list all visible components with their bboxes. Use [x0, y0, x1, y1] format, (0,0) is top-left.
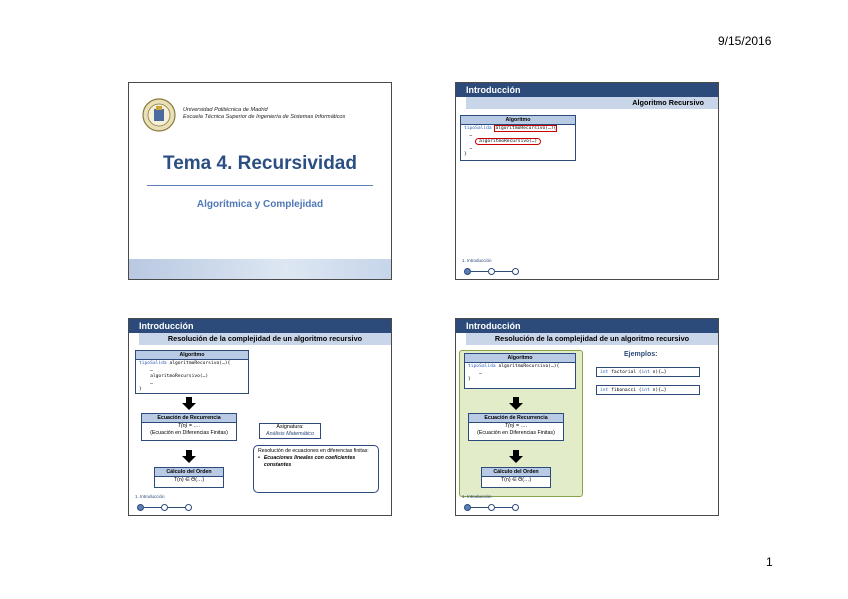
code-line: … [469, 132, 473, 138]
code-line: … [469, 145, 473, 151]
section-nav [464, 267, 519, 276]
code-close: } [468, 377, 471, 382]
nav-dot[interactable] [464, 504, 471, 511]
university-crest-icon [141, 97, 177, 133]
code-close: } [464, 152, 467, 157]
nav-line [471, 271, 488, 272]
algorithm-box [464, 353, 576, 389]
code-line: … [150, 380, 153, 386]
algorithm-code [461, 125, 575, 160]
code-params: n){…} [652, 388, 667, 393]
code-recursive-call: algoritmoRecursivo(…) [150, 374, 209, 379]
slide-title: Tema 4. Recursividad [163, 153, 357, 174]
algorithm-code [465, 363, 575, 385]
recurrence-note: (Ecuación en Diferencias Finitas) [150, 430, 228, 436]
algorithm-box [460, 115, 576, 161]
algorithm-box-title: Algoritmo [136, 351, 248, 360]
algorithm-box-title: Algoritmo [465, 354, 575, 363]
code-keyword: int [641, 370, 650, 375]
slide-footer: 1. Introducción [462, 258, 492, 263]
slide-subtitle: Algorítmica y Complejidad [196, 199, 324, 210]
slide-subheader: Resolución de la complejidad de un algoritmo recursivo [466, 333, 718, 345]
nav-line [495, 507, 512, 508]
example-factorial [596, 367, 700, 377]
algorithm-box-title: Algoritmo [461, 116, 575, 125]
examples-title: Ejemplos: [624, 351, 658, 358]
order-box [154, 467, 224, 488]
callout-bullet-text: Ecuaciones lineales con coeficientes constantes [263, 454, 356, 468]
university-name [183, 107, 345, 121]
nav-dot[interactable] [488, 504, 495, 511]
code-keyword: int [641, 388, 650, 393]
page-date: 9/15/2016 [718, 34, 772, 48]
slide-4-thumbnail[interactable] [455, 318, 719, 516]
title-divider [147, 185, 373, 186]
recurrence-box [141, 413, 237, 441]
code-keyword: int [600, 388, 609, 393]
order-box-title: Cálculo del Orden [155, 468, 223, 477]
university-line-2: Escuela Técnica Superior de Ingeniería de Sistemas Informáticos [183, 114, 346, 120]
nav-line [495, 271, 512, 272]
example-fibonacci [596, 385, 700, 395]
recurrence-equation: T(n) = …. [504, 423, 528, 429]
code-function: factorial ( [611, 370, 642, 375]
nav-line [144, 507, 161, 508]
code-signature: algoritmoRecursivo(…){ [498, 364, 560, 369]
university-line-1: Universidad Politécnica de Madrid [183, 107, 268, 113]
callout-text: Resolución de ecuaciones en diferencias finitas: [258, 448, 369, 454]
code-close: } [139, 387, 142, 392]
callout-bullet: • Ecuaciones lineales con coeficientes constantes [258, 455, 374, 469]
slide-2-thumbnail[interactable] [455, 82, 719, 280]
nav-dot[interactable] [512, 504, 519, 511]
code-signature: algoritmoRecursivo(…){ [169, 361, 231, 366]
nav-line [471, 507, 488, 508]
recurrence-equation: T(n) = …. [177, 423, 201, 429]
note-callout [253, 445, 379, 493]
nav-dot[interactable] [512, 268, 519, 275]
code-params: n){…} [652, 370, 667, 375]
algorithm-box [135, 350, 249, 394]
code-keyword: int [600, 370, 609, 375]
recurrence-box-title: Ecuación de Recurrencia [142, 414, 236, 423]
code-type: tipoSalida [464, 126, 492, 131]
nav-dot[interactable] [185, 504, 192, 511]
code-recursive-call: algoritmoRecursivo(…) [475, 138, 541, 145]
nav-line [168, 507, 185, 508]
slide-1-thumbnail[interactable] [128, 82, 392, 280]
slide-subheader: Resolución de la complejidad de un algoritmo recursivo [139, 333, 391, 345]
nav-dot[interactable] [488, 268, 495, 275]
algorithm-code [136, 360, 248, 395]
page-number: 1 [766, 555, 773, 569]
section-nav [137, 503, 192, 512]
code-signature: algoritmoRecursivo(…){ [495, 126, 557, 131]
subject-name: Análisis Matemático [266, 431, 314, 437]
section-nav [464, 503, 519, 512]
code-type: tipoSalida [139, 361, 167, 366]
order-box-title: Cálculo del Orden [482, 468, 550, 477]
recurrence-box [468, 413, 564, 441]
code-line: … [479, 370, 482, 376]
slide-header: Introducción [129, 319, 391, 333]
slide-subheader: Algoritmo Recursivo [466, 97, 718, 109]
nav-dot[interactable] [137, 504, 144, 511]
subject-box [259, 423, 321, 439]
code-type: tipoSalida [468, 364, 496, 369]
slide-footer: 1. Introducción [135, 494, 165, 499]
recurrence-note: (Ecuación en Diferencias Finitas) [477, 430, 555, 436]
slide-header: Introducción [456, 83, 718, 97]
code-line: … [150, 367, 153, 373]
slide-footer: 1. Introducción [462, 494, 492, 499]
slide-3-thumbnail[interactable] [128, 318, 392, 516]
nav-dot[interactable] [464, 268, 471, 275]
slide-header: Introducción [456, 319, 718, 333]
nav-dot[interactable] [161, 504, 168, 511]
code-function: fibonacci ( [611, 388, 642, 393]
order-formula: T(n) ∈ Θ(…) [173, 477, 205, 483]
subject-label: Asignatura: [276, 424, 304, 430]
order-box [481, 467, 551, 488]
bottom-band [129, 259, 391, 279]
recurrence-box-title: Ecuación de Recurrencia [469, 414, 563, 423]
order-formula: T(n) ∈ Θ(…) [500, 477, 532, 483]
